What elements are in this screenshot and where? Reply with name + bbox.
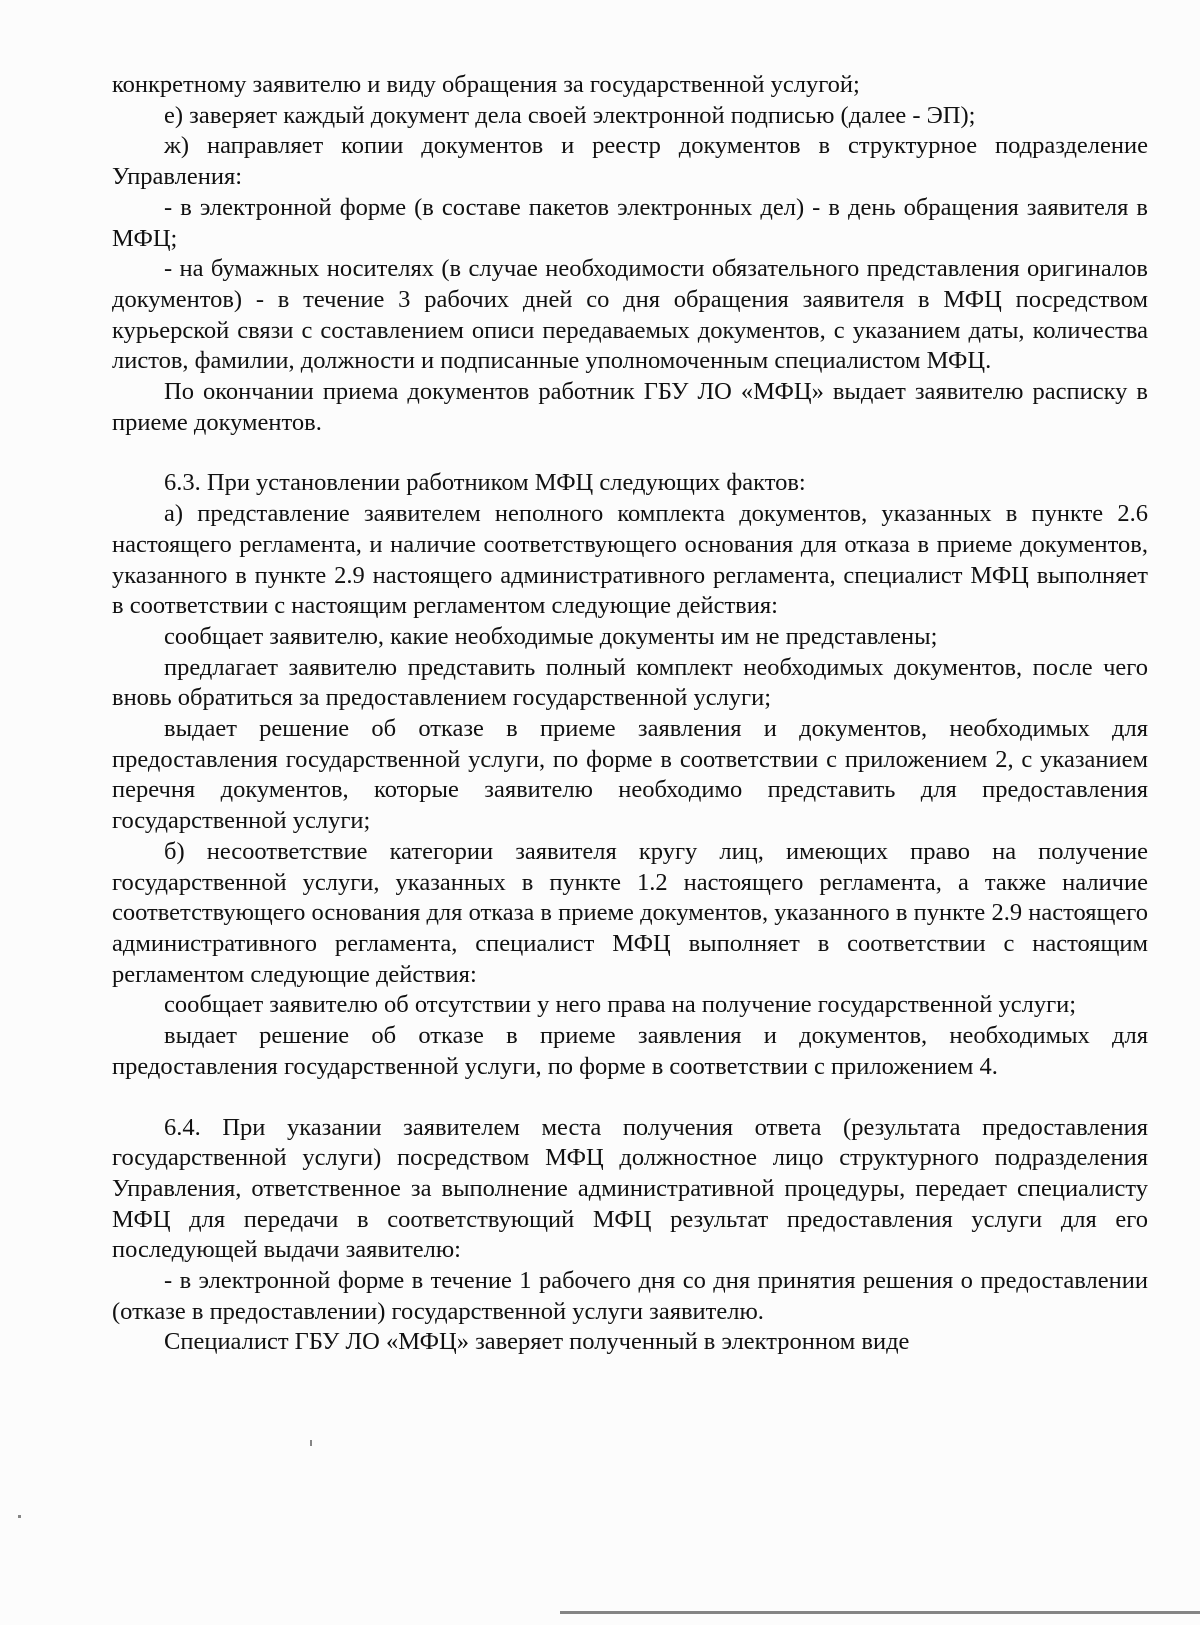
paragraph-section-6-4: 6.4. При указании заявителем места получения ответа (результата предоставления государственной услуги) посредством МФЦ должностное лицо структурного подразделения Управления, ответственное за выполнение административной процедуры, передает специалисту МФЦ для передачи в соответствующий МФЦ результат предоставления услуги для его последующей выдачи заявителю:	[112, 1113, 1148, 1264]
scan-speck	[310, 1440, 312, 1446]
document-body	[112, 70, 1148, 1358]
paragraph-receipt: По окончании приема документов работник ГБУ ЛО «МФЦ» выдает заявителю расписку в приеме документов.	[112, 378, 1148, 436]
paragraph-inform-missing: сообщает заявителю, какие необходимые документы им не представлены;	[164, 622, 938, 650]
paragraph-specialist-certifies: Специалист ГБУ ЛО «МФЦ» заверяет полученный в электронном виде	[164, 1328, 910, 1356]
paragraph-inform-no-right: сообщает заявителю об отсутствии у него права на получение государственной услуги;	[164, 991, 1077, 1019]
paragraph-item-a: а) представление заявителем неполного комплекта документов, указанных в пункте 2.6 настоящего регламента, и наличие соответствующего основания для отказа в приеме документов, указанного в пункте 2.9 настоящего административного регламента, специалист МФЦ выполняет в соответствии с настоящим регламентом следующие действия:	[112, 500, 1148, 620]
scan-edge-line	[560, 1611, 1200, 1614]
scan-speck	[18, 1515, 21, 1518]
paragraph-continuation: конкретному заявителю и виду обращения за государственной услугой;	[112, 71, 860, 98]
paragraph-item-zh: ж) направляет копии документов и реестр документов в структурное подразделение Управления:	[112, 132, 1148, 191]
paragraph-item-b: б) несоответствие категории заявителя кругу лиц, имеющих право на получение государственной услуги, указанных в пункте 1.2 настоящего регламента, а также наличие соответствующего основания для отказа в приеме документов, указанного в пункте 2.9 настоящего административного регламента, специалист МФЦ выполняет в соответствии с настоящим регламентом следующие действия:	[112, 837, 1148, 988]
paragraph-electronic-form: - в электронной форме (в составе пакетов электронных дел) - в день обращения заявителя в МФЦ;	[112, 193, 1148, 252]
paragraph-electronic-result: - в электронной форме в течение 1 рабочего дня со дня принятия решения о предоставлении (отказе в предоставлении) государственной услуги заявителю.	[112, 1267, 1148, 1325]
paragraph-paper-form: - на бумажных носителях (в случае необходимости обязательного представления оригиналов документов) - в течение 3 рабочих дней со дня обращения заявителя в МФЦ посредством курьерской связи с составлением описи передаваемых документов, с указанием даты, количества листов, фамилии, должности и подписанные уполномоченным специалистом МФЦ.	[112, 255, 1148, 375]
paragraph-section-6-3: 6.3. При установлении работником МФЦ следующих фактов:	[164, 469, 806, 497]
paragraph-refusal-appendix-2: выдает решение об отказе в приеме заявления и документов, необходимых для предоставления государственной услуги, по форме в соответствии с приложением 2, с указанием перечня документов, которые заявителю необходимо представить для предоставления государственной услуги;	[112, 715, 1148, 835]
paragraph-item-e: е) заверяет каждый документ дела своей электронной подписью (далее - ЭП);	[164, 101, 976, 129]
paragraph-offer-complete: предлагает заявителю представить полный комплект необходимых документов, после чего вновь обратиться за предоставлением государственной услуги;	[112, 653, 1148, 712]
paragraph-refusal-appendix-4: выдает решение об отказе в приеме заявления и документов, необходимых для предоставления государственной услуги, по форме в соответствии с приложением 4.	[112, 1022, 1148, 1080]
